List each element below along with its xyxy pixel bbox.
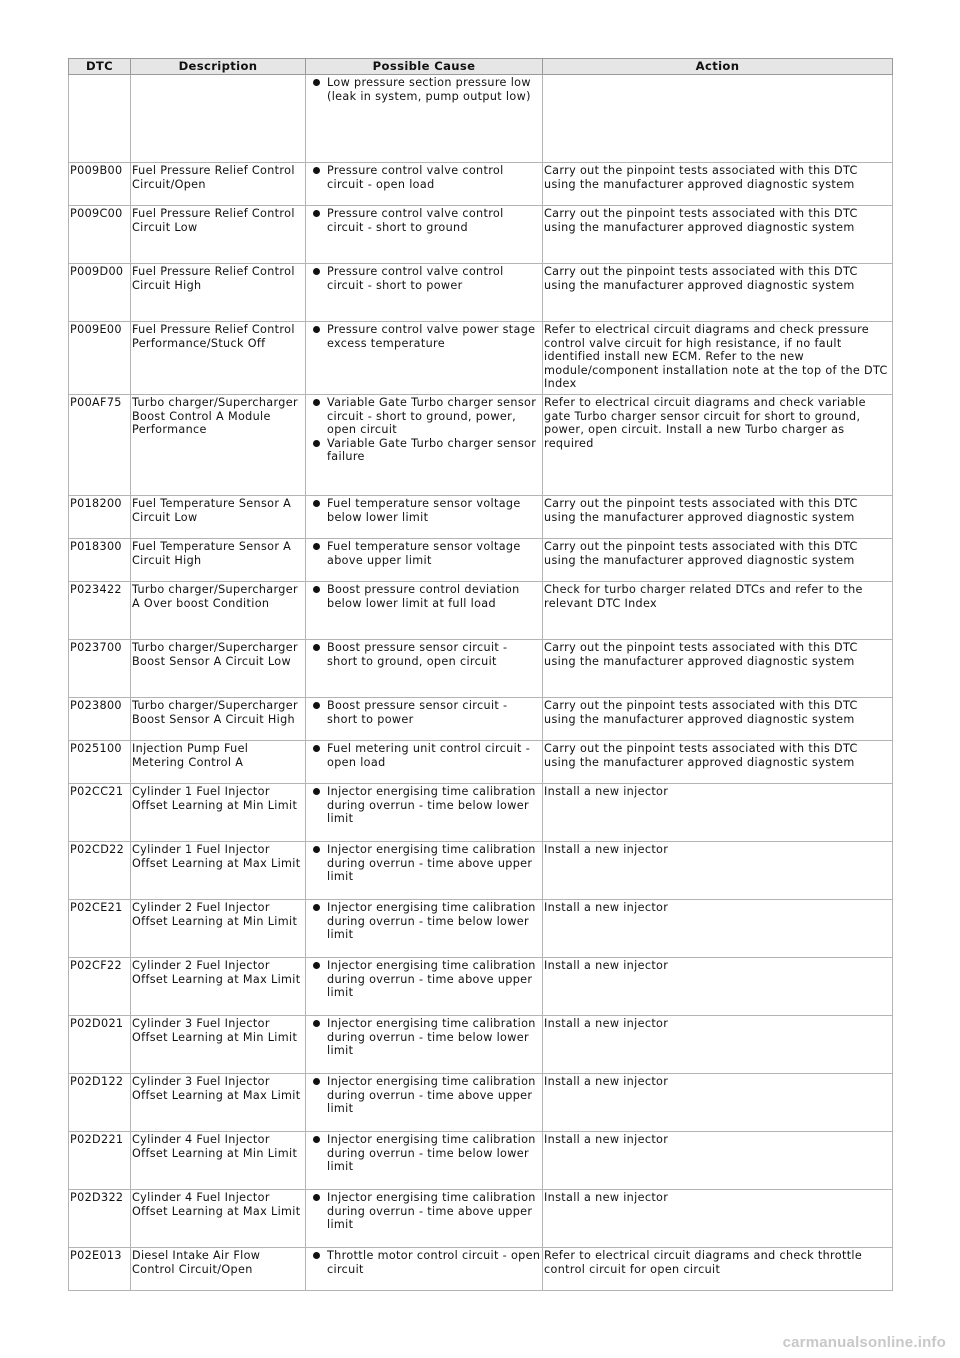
possible-cause-item: Pressure control valve control circuit - short to power <box>327 265 541 292</box>
possible-cause-item: Variable Gate Turbo charger sensor circuit - short to ground, power, open circuit <box>327 396 541 437</box>
possible-cause-list <box>307 1133 541 1174</box>
table-row <box>69 784 893 842</box>
table-header-row <box>69 59 893 75</box>
dtc-action: Install a new injector <box>543 1074 893 1132</box>
dtc-action: Install a new injector <box>543 842 893 900</box>
possible-cause-list <box>307 959 541 1000</box>
dtc-description: Cylinder 4 Fuel Injector Offset Learning at Min Limit <box>131 1132 306 1190</box>
dtc-code <box>69 75 131 163</box>
table-row <box>69 322 893 395</box>
possible-cause-cell <box>306 163 543 206</box>
dtc-description <box>131 75 306 163</box>
dtc-code: P02D021 <box>69 1016 131 1074</box>
possible-cause-list <box>307 76 541 103</box>
dtc-action: Carry out the pinpoint tests associated with this DTC using the manufacturer approved diagnostic system <box>543 539 893 582</box>
dtc-action: Carry out the pinpoint tests associated with this DTC using the manufacturer approved diagnostic system <box>543 640 893 698</box>
dtc-action: Carry out the pinpoint tests associated with this DTC using the manufacturer approved diagnostic system <box>543 264 893 322</box>
dtc-description: Cylinder 1 Fuel Injector Offset Learning at Min Limit <box>131 784 306 842</box>
dtc-code: P02CE21 <box>69 900 131 958</box>
dtc-description: Cylinder 4 Fuel Injector Offset Learning at Max Limit <box>131 1190 306 1248</box>
header-description: Description <box>131 59 306 75</box>
dtc-code: P00AF75 <box>69 395 131 496</box>
possible-cause-item: Injector energising time calibration during overrun - time below lower limit <box>327 1133 541 1174</box>
dtc-action: Refer to electrical circuit diagrams and check pressure control valve circuit for high resistance, if no fault identified install new ECM. Refer to the new module/component installation note at the top of the DTC Index <box>543 322 893 395</box>
dtc-description: Cylinder 3 Fuel Injector Offset Learning at Max Limit <box>131 1074 306 1132</box>
possible-cause-cell <box>306 264 543 322</box>
possible-cause-item: Throttle motor control circuit - open circuit <box>327 1249 541 1276</box>
possible-cause-list <box>307 396 541 464</box>
possible-cause-item: Low pressure section pressure low (leak in system, pump output low) <box>327 76 541 103</box>
possible-cause-cell <box>306 1132 543 1190</box>
dtc-description: Cylinder 3 Fuel Injector Offset Learning at Min Limit <box>131 1016 306 1074</box>
possible-cause-cell <box>306 784 543 842</box>
table-body <box>69 75 893 1291</box>
possible-cause-list <box>307 265 541 292</box>
possible-cause-cell <box>306 698 543 741</box>
dtc-code: P023800 <box>69 698 131 741</box>
table-row <box>69 264 893 322</box>
dtc-action: Carry out the pinpoint tests associated with this DTC using the manufacturer approved diagnostic system <box>543 741 893 784</box>
dtc-description: Injection Pump Fuel Metering Control A <box>131 741 306 784</box>
dtc-action: Refer to electrical circuit diagrams and check variable gate Turbo charger sensor circuit for short to ground, power, open circuit. Install a new Turbo charger as required <box>543 395 893 496</box>
dtc-action: Install a new injector <box>543 1016 893 1074</box>
possible-cause-item: Injector energising time calibration during overrun - time below lower limit <box>327 1017 541 1058</box>
dtc-action: Install a new injector <box>543 784 893 842</box>
possible-cause-list <box>307 1249 541 1276</box>
possible-cause-cell <box>306 496 543 539</box>
header-dtc: DTC <box>69 59 131 75</box>
dtc-document <box>68 58 892 1291</box>
dtc-description: Turbo charger/Supercharger Boost Sensor A Circuit Low <box>131 640 306 698</box>
table-row <box>69 539 893 582</box>
dtc-code: P023422 <box>69 582 131 640</box>
dtc-action: Carry out the pinpoint tests associated with this DTC using the manufacturer approved diagnostic system <box>543 496 893 539</box>
table-row <box>69 1190 893 1248</box>
dtc-action: Refer to electrical circuit diagrams and check throttle control circuit for open circuit <box>543 1248 893 1291</box>
possible-cause-cell <box>306 640 543 698</box>
possible-cause-item: Injector energising time calibration during overrun - time below lower limit <box>327 785 541 826</box>
table-row <box>69 496 893 539</box>
dtc-description: Fuel Pressure Relief Control Circuit High <box>131 264 306 322</box>
dtc-description: Cylinder 2 Fuel Injector Offset Learning at Min Limit <box>131 900 306 958</box>
table-row <box>69 163 893 206</box>
table-row <box>69 75 893 163</box>
table-row <box>69 1248 893 1291</box>
table-row <box>69 1016 893 1074</box>
possible-cause-list <box>307 1191 541 1232</box>
possible-cause-cell <box>306 539 543 582</box>
dtc-action: Carry out the pinpoint tests associated with this DTC using the manufacturer approved diagnostic system <box>543 163 893 206</box>
possible-cause-cell <box>306 322 543 395</box>
possible-cause-cell <box>306 206 543 264</box>
possible-cause-cell <box>306 842 543 900</box>
header-possible-cause: Possible Cause <box>306 59 543 75</box>
table-row <box>69 958 893 1016</box>
table-row <box>69 206 893 264</box>
possible-cause-list <box>307 641 541 668</box>
possible-cause-list <box>307 323 541 350</box>
possible-cause-cell <box>306 1190 543 1248</box>
header-action: Action <box>543 59 893 75</box>
possible-cause-item: Fuel temperature sensor voltage below lower limit <box>327 497 541 524</box>
dtc-code: P02CC21 <box>69 784 131 842</box>
table-row <box>69 1132 893 1190</box>
dtc-action: Install a new injector <box>543 958 893 1016</box>
possible-cause-cell <box>306 1016 543 1074</box>
table-row <box>69 741 893 784</box>
possible-cause-item: Boost pressure sensor circuit - short to power <box>327 699 541 726</box>
dtc-code: P018300 <box>69 539 131 582</box>
possible-cause-item: Injector energising time calibration during overrun - time above upper limit <box>327 959 541 1000</box>
watermark: carmanualsonline.info <box>782 1334 946 1351</box>
possible-cause-list <box>307 785 541 826</box>
dtc-code: P02D122 <box>69 1074 131 1132</box>
dtc-description: Fuel Pressure Relief Control Circuit Low <box>131 206 306 264</box>
dtc-code: P018200 <box>69 496 131 539</box>
possible-cause-cell <box>306 741 543 784</box>
possible-cause-item: Pressure control valve control circuit - open load <box>327 164 541 191</box>
possible-cause-item: Fuel temperature sensor voltage above upper limit <box>327 540 541 567</box>
possible-cause-item: Variable Gate Turbo charger sensor failure <box>327 437 541 464</box>
dtc-description: Fuel Temperature Sensor A Circuit High <box>131 539 306 582</box>
table-row <box>69 582 893 640</box>
dtc-code: P02D322 <box>69 1190 131 1248</box>
dtc-action <box>543 75 893 163</box>
dtc-code: P02E013 <box>69 1248 131 1291</box>
possible-cause-list <box>307 583 541 610</box>
possible-cause-cell <box>306 395 543 496</box>
dtc-description: Fuel Pressure Relief Control Performance/Stuck Off <box>131 322 306 395</box>
dtc-description: Cylinder 2 Fuel Injector Offset Learning at Max Limit <box>131 958 306 1016</box>
dtc-code: P009C00 <box>69 206 131 264</box>
table-row <box>69 640 893 698</box>
possible-cause-list <box>307 843 541 884</box>
table-row <box>69 842 893 900</box>
table-row <box>69 900 893 958</box>
dtc-code: P02CD22 <box>69 842 131 900</box>
dtc-code: P025100 <box>69 741 131 784</box>
dtc-code: P023700 <box>69 640 131 698</box>
possible-cause-cell <box>306 582 543 640</box>
possible-cause-list <box>307 164 541 191</box>
table-row <box>69 698 893 741</box>
dtc-description: Diesel Intake Air Flow Control Circuit/Open <box>131 1248 306 1291</box>
possible-cause-item: Injector energising time calibration during overrun - time above upper limit <box>327 843 541 884</box>
dtc-description: Turbo charger/Supercharger Boost Sensor A Circuit High <box>131 698 306 741</box>
dtc-description: Turbo charger/Supercharger Boost Control A Module Performance <box>131 395 306 496</box>
dtc-code: P02D221 <box>69 1132 131 1190</box>
possible-cause-cell <box>306 958 543 1016</box>
possible-cause-cell <box>306 1248 543 1291</box>
possible-cause-item: Pressure control valve power stage excess temperature <box>327 323 541 350</box>
dtc-action: Carry out the pinpoint tests associated with this DTC using the manufacturer approved diagnostic system <box>543 206 893 264</box>
dtc-action: Check for turbo charger related DTCs and refer to the relevant DTC Index <box>543 582 893 640</box>
possible-cause-list <box>307 699 541 726</box>
dtc-description: Turbo charger/Supercharger A Over boost Condition <box>131 582 306 640</box>
dtc-action: Carry out the pinpoint tests associated with this DTC using the manufacturer approved diagnostic system <box>543 698 893 741</box>
possible-cause-cell <box>306 75 543 163</box>
dtc-action: Install a new injector <box>543 1132 893 1190</box>
possible-cause-item: Boost pressure control deviation below lower limit at full load <box>327 583 541 610</box>
possible-cause-list <box>307 742 541 769</box>
table-row <box>69 395 893 496</box>
possible-cause-list <box>307 1075 541 1116</box>
dtc-description: Fuel Temperature Sensor A Circuit Low <box>131 496 306 539</box>
dtc-table <box>68 58 893 1291</box>
possible-cause-item: Fuel metering unit control circuit - open load <box>327 742 541 769</box>
possible-cause-list <box>307 540 541 567</box>
dtc-code: P009B00 <box>69 163 131 206</box>
dtc-code: P02CF22 <box>69 958 131 1016</box>
possible-cause-list <box>307 497 541 524</box>
dtc-description: Fuel Pressure Relief Control Circuit/Open <box>131 163 306 206</box>
dtc-action: Install a new injector <box>543 1190 893 1248</box>
dtc-description: Cylinder 1 Fuel Injector Offset Learning at Max Limit <box>131 842 306 900</box>
dtc-code: P009E00 <box>69 322 131 395</box>
possible-cause-list <box>307 901 541 942</box>
possible-cause-cell <box>306 900 543 958</box>
possible-cause-item: Injector energising time calibration during overrun - time below lower limit <box>327 901 541 942</box>
possible-cause-item: Boost pressure sensor circuit - short to ground, open circuit <box>327 641 541 668</box>
dtc-action: Install a new injector <box>543 900 893 958</box>
table-row <box>69 1074 893 1132</box>
possible-cause-item: Injector energising time calibration during overrun - time above upper limit <box>327 1191 541 1232</box>
possible-cause-list <box>307 207 541 234</box>
possible-cause-list <box>307 1017 541 1058</box>
dtc-code: P009D00 <box>69 264 131 322</box>
possible-cause-item: Pressure control valve control circuit - short to ground <box>327 207 541 234</box>
possible-cause-cell <box>306 1074 543 1132</box>
possible-cause-item: Injector energising time calibration during overrun - time above upper limit <box>327 1075 541 1116</box>
